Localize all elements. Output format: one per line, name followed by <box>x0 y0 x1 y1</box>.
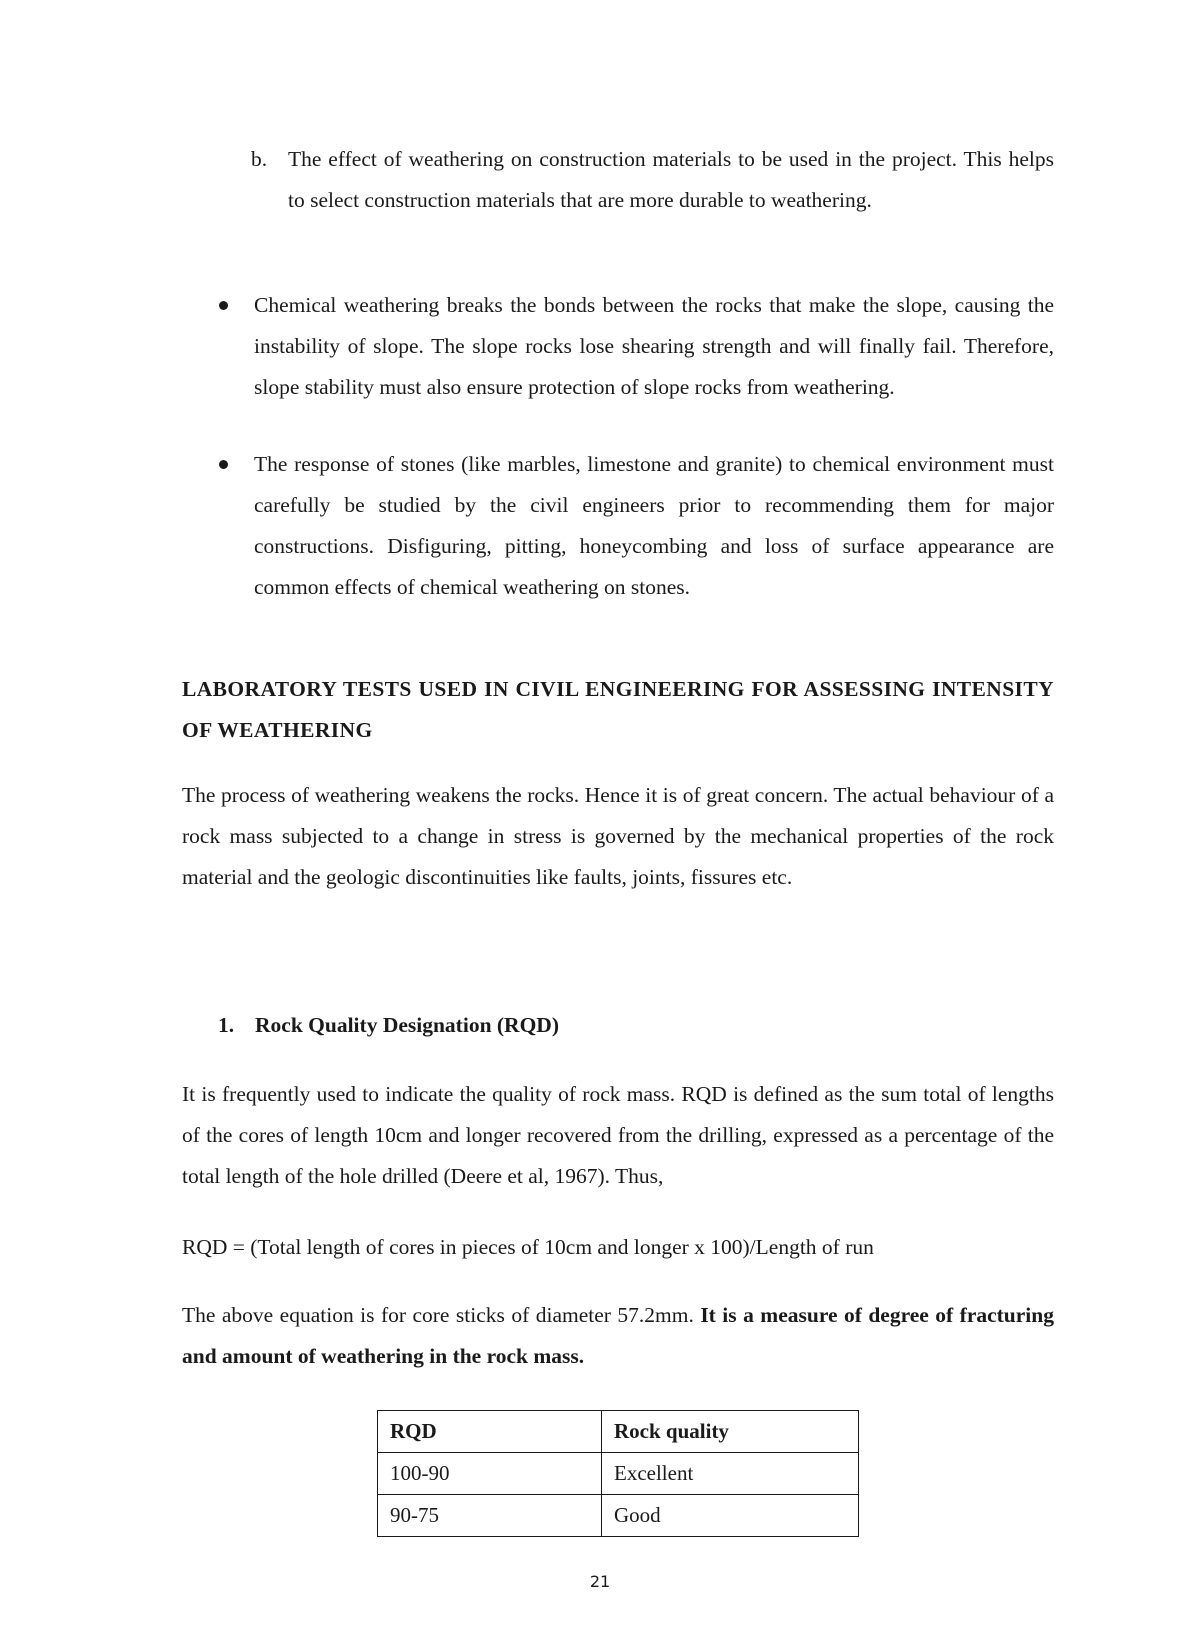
table-header-rock-quality: Rock quality <box>602 1411 859 1453</box>
table-cell-rock-quality: Excellent <box>602 1453 859 1495</box>
bullet-text: The response of stones (like marbles, limestone and granite) to chemical environment must carefully be studied by the civil engineers prior to recommending them for major constructions. Disfiguring, pitting, honeycombing and loss of surface appearance are common effects of chemical weathering on stones. <box>254 452 1054 599</box>
equation-note-bold: It is a measure of degree of fracturing and amount of weathering in the rock mass. <box>182 1303 1054 1368</box>
list-item-b <box>251 139 1054 221</box>
equation-note-plain: The above equation is for core sticks of diameter 57.2mm. <box>182 1303 694 1327</box>
intro-paragraph: The process of weathering weakens the rocks. Hence it is of great concern. The actual behaviour of a rock mass subjected to a change in stress is governed by the mechanical properties of the rock material and the geologic discontinuities like faults, joints, fissures etc. <box>182 783 1054 889</box>
table-row <box>378 1453 859 1495</box>
rqd-formula: RQD = (Total length of cores in pieces of 10cm and longer x 100)/Length of run <box>182 1235 874 1259</box>
section-heading: LABORATORY TESTS USED IN CIVIL ENGINEERING FOR ASSESSING INTENSITY OF WEATHERING <box>182 677 1054 742</box>
equation-note-paragraph <box>182 1295 1054 1377</box>
list-item-text: The effect of weathering on construction materials to be used in the project. This helps to select construction materials that are more durable to weathering. <box>288 147 1054 212</box>
bullet-item <box>254 444 1054 608</box>
rqd-table <box>377 1410 859 1537</box>
bullet-icon <box>219 460 228 469</box>
subsection-title: Rock Quality Designation (RQD) <box>255 1013 559 1037</box>
table-header-row <box>378 1411 859 1453</box>
subsection-number: 1. <box>218 1013 235 1037</box>
bullet-item <box>254 285 1054 408</box>
bullet-icon <box>219 301 228 310</box>
rqd-definition-paragraph: It is frequently used to indicate the quality of rock mass. RQD is defined as the sum total of lengths of the cores of length 10cm and longer recovered from the drilling, expressed as a percentage of the total length of the hole drilled (Deere et al, 1967). Thus, <box>182 1082 1054 1188</box>
list-marker: b. <box>251 147 268 171</box>
table-header-rqd: RQD <box>378 1411 602 1453</box>
table-cell-rqd: 90-75 <box>378 1495 602 1537</box>
table-cell-rock-quality: Good <box>602 1495 859 1537</box>
table-cell-rqd: 100-90 <box>378 1453 602 1495</box>
table-row <box>378 1495 859 1537</box>
page-number: 21 <box>589 1572 611 1591</box>
bullet-text: Chemical weathering breaks the bonds between the rocks that make the slope, causing the instability of slope. The slope rocks lose shearing strength and will finally fail. Therefore, slope stability must also ensure protection of slope rocks from weathering. <box>254 293 1054 399</box>
